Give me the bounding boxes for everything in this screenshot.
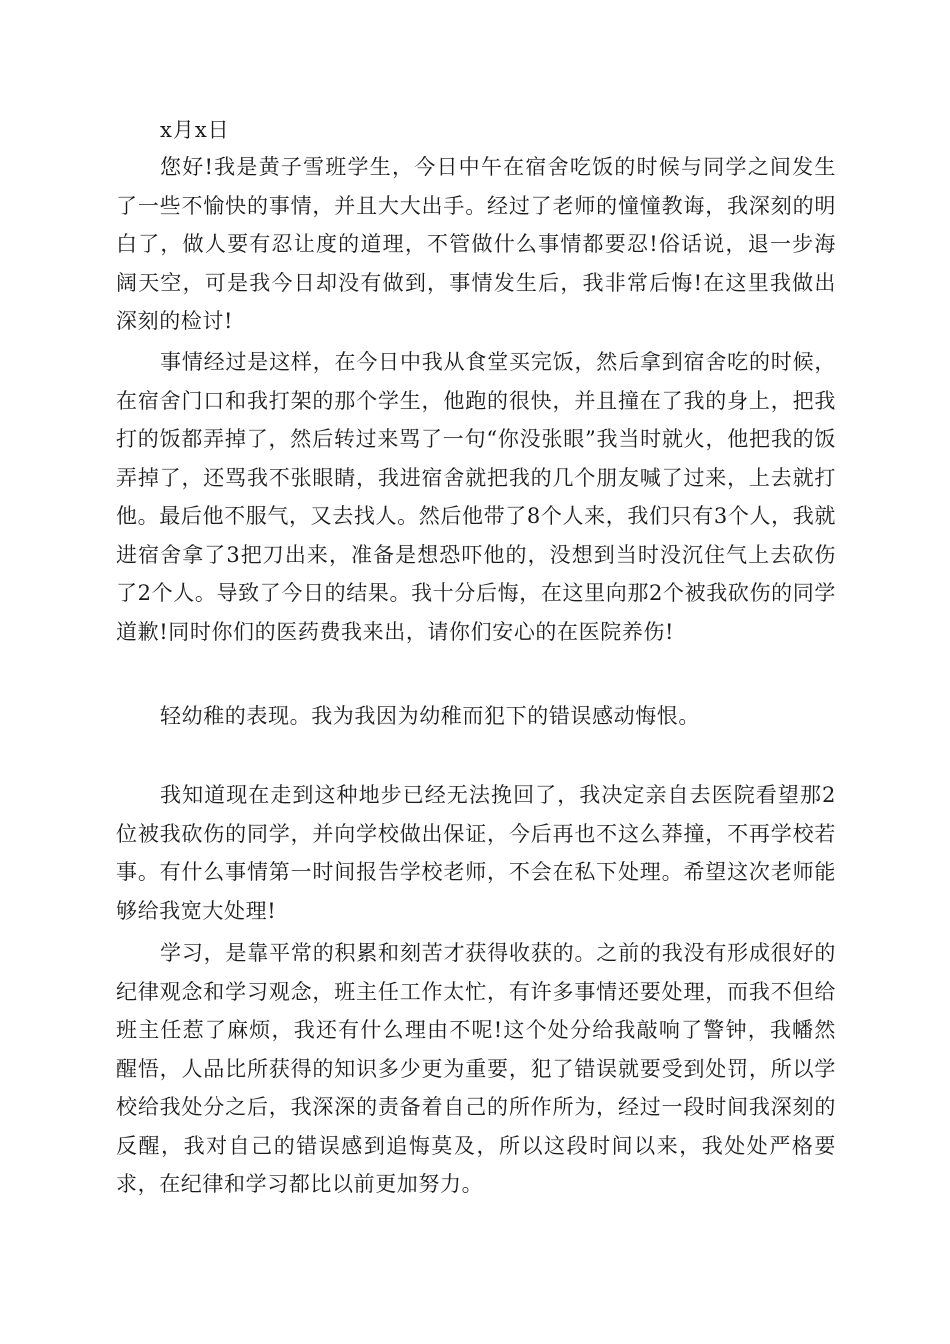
- date-line: x月x日: [160, 118, 230, 142]
- paragraph-incident: 事情经过是这样，在今日中我从食堂买完饭，然后拿到宿舍吃的时候，在宿舍门口和我打架的那个学生，他跑的很快，并且撞在了我的身上，把我打的饭都弄掉了，然后转过来骂了一句“你没张眼”我当时就火，他把我的饭弄掉了，还骂我不张眼睛，我进宿舍就把我的几个朋友喊了过来，上去就打他。最后他不服气，又去找人。然后他带了8个人来，我们只有3个人，我就进宿舍拿了3把刀出来，准备是想恐吓他的，没想到当时没沉住气上去砍伤了2个人。导致了今日的结果。我十分后悔，在这里向那2个被我砍伤的同学道歉!同时你们的医药费我来出，请你们安心的在医院养伤!: [116, 350, 836, 644]
- paragraph-promise: 我知道现在走到这种地步已经无法挽回了，我决定亲自去医院看望那2位被我砍伤的同学，并向学校做出保证，今后再也不这么莽撞，不再学校若事。有什么事情第一时间报告学校老师，不会在私下处理。希望这次老师能够给我宽大处理!: [116, 783, 836, 923]
- paragraph-greeting: 您好!我是黄子雪班学生，今日中午在宿舍吃饭的时候与同学之间发生了一些不愉快的事情，并且大大出手。经过了老师的憧憧教诲，我深刻的明白了，做人要有忍让度的道理，不管做什么事情都要忍!俗话说，退一步海阔天空，可是我今日却没有做到，事情发生后，我非常后悔!在这里我做出深刻的检讨!: [116, 155, 836, 333]
- paragraph-remorse: 轻幼稚的表现。我为我因为幼稚而犯下的错误感动悔恨。: [160, 704, 700, 728]
- paragraph-reflection: 学习，是靠平常的积累和刻苦才获得收获的。之前的我没有形成很好的纪律观念和学习观念，班主任工作太忙，有许多事情还要处理，而我不但给班主任惹了麻烦，我还有什么理由不呢!这个处分给我敲响了警钟，我幡然醒悟，人品比所获得的知识多少更为重要，犯了错误就要受到处罚，所以学校给我处分之后，我深深的责备着自己的所作所为，经过一段时间我深刻的反醒，我对自己的错误感到追悔莫及，所以这段时间以来，我处处严格要求，在纪律和学习都比以前更加努力。: [116, 941, 836, 1196]
